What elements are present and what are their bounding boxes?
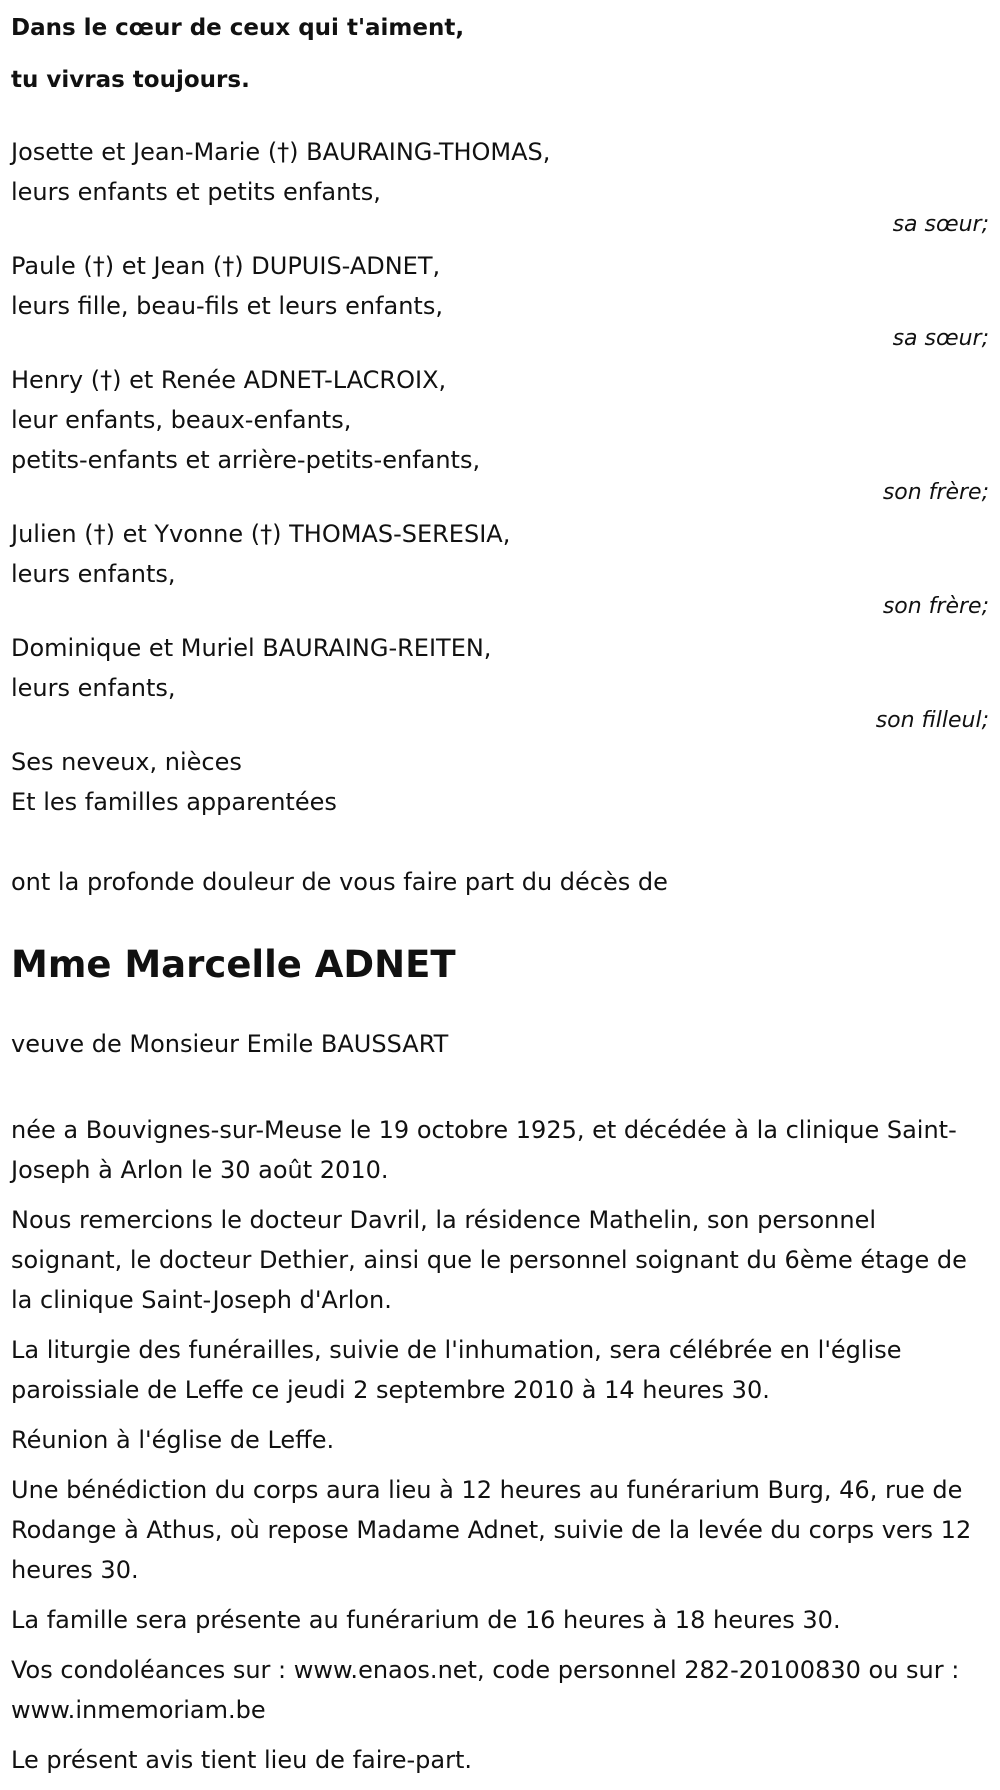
- family-relation: son frère;: [882, 594, 989, 619]
- family-line: leurs enfants,: [11, 674, 176, 702]
- detail-paragraph: La famille sera présente au funérarium de 16 heures à 18 heures 30.: [11, 1606, 841, 1634]
- family-relation: son frère;: [882, 480, 989, 505]
- detail-paragraph: Nous remercions le docteur Davril, la résidence Mathelin, son personnel soignant, le docteur Dethier, ainsi que le personnel soignant du 6ème étage de la clinique Saint-Joseph d'Arlon.: [11, 1206, 967, 1314]
- detail-paragraph: Une bénédiction du corps aura lieu à 12 heures au funérarium Burg, 46, rue de Rodange à Athus, où repose Madame Adnet, suivie de la levée du corps vers 12 heures 30.: [11, 1476, 972, 1584]
- family-group: [11, 360, 991, 480]
- family-group: [11, 628, 991, 708]
- family-line: leurs fille, beau-fils et leurs enfants,: [11, 292, 443, 320]
- family-relation: sa sœur;: [892, 212, 989, 237]
- extended-family-line: Et les familles apparentées: [11, 788, 337, 816]
- extended-family-line: Ses neveux, nièces: [11, 748, 242, 776]
- epigraph-line: Dans le cœur de ceux qui t'aiment,: [11, 15, 465, 41]
- detail-paragraph: La liturgie des funérailles, suivie de l'inhumation, sera célébrée en l'église paroissiale de Leffe ce jeudi 2 septembre 2010 à 14 heures 30.: [11, 1336, 902, 1404]
- family-line: Josette et Jean-Marie (†) BAURAING-THOMAS,: [11, 138, 551, 166]
- details-section: [11, 1110, 991, 1780]
- detail-paragraph: Le présent avis tient lieu de faire-part.: [11, 1746, 473, 1774]
- family-group: [11, 132, 991, 212]
- family-line: leurs enfants et petits enfants,: [11, 178, 381, 206]
- family-list: [11, 132, 991, 822]
- detail-paragraph: Vos condoléances sur : www.enaos.net, code personnel 282-20100830 ou sur : www.inmemoriam.be: [11, 1656, 960, 1724]
- family-line: Paule (†) et Jean (†) DUPUIS-ADNET,: [11, 252, 441, 280]
- epigraph: [11, 2, 991, 106]
- detail-paragraph: Réunion à l'église de Leffe.: [11, 1426, 335, 1454]
- family-line: Julien (†) et Yvonne (†) THOMAS-SERESIA,: [11, 520, 511, 548]
- deceased-name: Mme Marcelle ADNET: [11, 943, 456, 986]
- family-relation: son filleul;: [875, 708, 989, 733]
- family-line: petits-enfants et arrière-petits-enfants,: [11, 446, 481, 474]
- announcement: ont la profonde douleur de vous faire part du décès de: [11, 868, 668, 896]
- family-relation: sa sœur;: [892, 326, 989, 351]
- family-group: [11, 246, 991, 326]
- family-line: Dominique et Muriel BAURAING-REITEN,: [11, 634, 492, 662]
- family-group: [11, 514, 991, 594]
- widow-of: veuve de Monsieur Emile BAUSSART: [11, 1030, 449, 1058]
- family-line: leurs enfants,: [11, 560, 176, 588]
- epigraph-line: tu vivras toujours.: [11, 67, 250, 93]
- obituary-notice: [11, 0, 991, 1790]
- extended-family: [11, 742, 991, 822]
- family-line: Henry (†) et Renée ADNET-LACROIX,: [11, 366, 447, 394]
- family-line: leur enfants, beaux-enfants,: [11, 406, 352, 434]
- detail-paragraph: née a Bouvignes-sur-Meuse le 19 octobre 1925, et décédée à la clinique Saint-Joseph à Arlon le 30 août 2010.: [11, 1116, 957, 1184]
